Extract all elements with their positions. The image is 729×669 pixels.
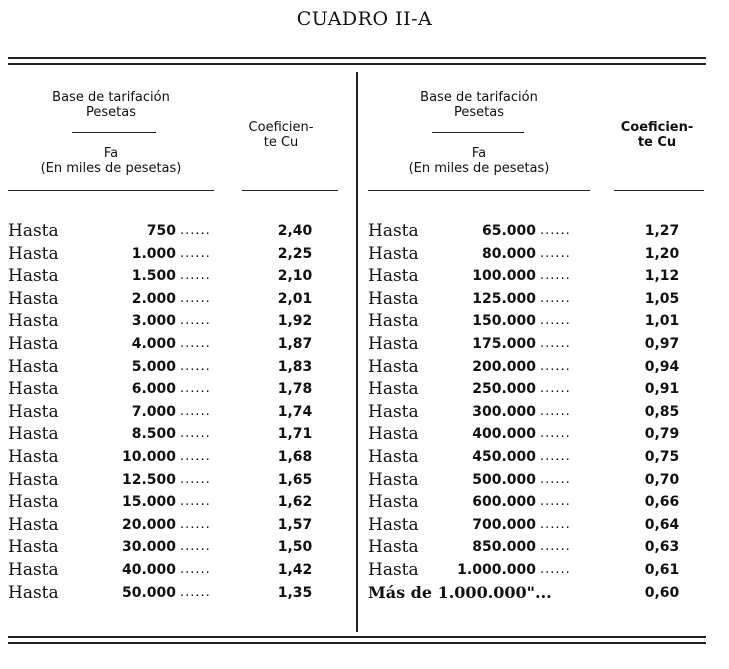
left-table-row — [8, 310, 354, 333]
row-coefficient: 2,10 — [277, 268, 313, 285]
left-table — [8, 72, 354, 632]
row-coefficient: 0,60 — [644, 584, 680, 601]
row-label: Hasta — [8, 311, 59, 332]
right-table-row — [368, 446, 706, 469]
row-coefficient: 2,25 — [277, 245, 313, 262]
row-amount: 100.000 — [472, 268, 536, 285]
row-leader-dots: ...... — [180, 426, 211, 442]
right-fa-sublabel: (En miles de pesetas) — [408, 161, 550, 176]
top-double-rule-2 — [8, 63, 706, 65]
row-amount: 200.000 — [472, 358, 536, 375]
row-coefficient: 1,35 — [277, 584, 313, 601]
row-amount: 1.500 — [131, 268, 176, 285]
row-label: Hasta — [368, 221, 419, 241]
left-table-row — [8, 220, 354, 243]
row-amount: 12.500 — [121, 471, 176, 488]
row-coefficient: 2,40 — [277, 223, 313, 239]
right-coef-line1: Coeficien- — [620, 120, 694, 135]
left-table-row — [8, 243, 354, 266]
row-amount: 450.000 — [472, 448, 536, 465]
right-table-row — [368, 265, 706, 288]
row-leader-dots: ...... — [540, 223, 571, 238]
row-leader-dots: ...... — [540, 539, 571, 555]
row-coefficient: 0,63 — [644, 539, 680, 556]
row-leader-dots: ...... — [180, 516, 211, 532]
right-table-row — [368, 514, 706, 537]
row-leader-dots: ...... — [540, 268, 571, 284]
row-label: Hasta — [8, 266, 59, 287]
row-coefficient: 0,94 — [644, 358, 680, 375]
right-table-row — [368, 469, 706, 492]
row-amount: 6.000 — [131, 381, 176, 398]
row-leader-dots: ...... — [540, 290, 571, 306]
row-label: Hasta — [368, 266, 419, 287]
row-label: Hasta — [368, 514, 419, 535]
bottom-double-rule-2 — [8, 642, 706, 644]
row-amount: 500.000 — [472, 471, 536, 488]
left-rows — [8, 220, 354, 604]
row-amount: 2.000 — [131, 290, 176, 307]
row-amount: 65.000 — [481, 223, 536, 239]
row-amount: 250.000 — [472, 381, 536, 398]
row-leader-dots: ...... — [540, 426, 571, 442]
right-header-rule-a — [368, 190, 590, 191]
left-table-row — [8, 401, 354, 424]
right-table — [368, 72, 706, 632]
row-label: Hasta — [8, 424, 59, 445]
row-label: Hasta — [368, 311, 419, 332]
row-leader-dots: ...... — [540, 471, 571, 487]
row-leader-dots: ...... — [180, 539, 211, 555]
row-label: Hasta — [368, 492, 419, 513]
row-label: Hasta — [368, 424, 419, 445]
left-fa-label: Fa — [103, 146, 119, 161]
row-amount: 300.000 — [472, 403, 536, 420]
left-fa-sublabel: (En miles de pesetas) — [40, 161, 182, 176]
row-amount: 8.500 — [131, 426, 176, 443]
row-label: Hasta — [8, 514, 59, 535]
row-coefficient: 1,42 — [277, 561, 313, 578]
row-leader-dots: ...... — [540, 448, 571, 464]
right-table-row — [368, 559, 706, 582]
right-table-row — [368, 423, 706, 446]
row-amount: 7.000 — [131, 403, 176, 420]
row-label: Hasta — [368, 537, 419, 558]
right-table-row — [368, 536, 706, 559]
row-coefficient: 0,66 — [644, 494, 680, 511]
row-leader-dots: ...... — [180, 381, 211, 397]
left-table-row — [8, 333, 354, 356]
row-amount: 400.000 — [472, 426, 536, 443]
right-rows — [368, 220, 706, 604]
row-leader-dots: ...... — [540, 494, 571, 510]
row-label: Hasta — [8, 492, 59, 513]
row-leader-dots: ...... — [180, 245, 211, 261]
row-label: Hasta — [368, 243, 419, 264]
row-coefficient: 1,12 — [644, 268, 680, 285]
row-amount: 750 — [146, 223, 176, 239]
table-title: CUADRO II-A — [296, 8, 433, 30]
right-table-row — [368, 401, 706, 424]
right-base-header — [368, 90, 590, 120]
row-label: Hasta — [368, 469, 419, 490]
right-fa-rule — [432, 132, 524, 133]
row-label: Hasta — [368, 401, 419, 422]
row-coefficient: 1,87 — [277, 335, 313, 352]
row-coefficient: 1,57 — [277, 516, 313, 533]
left-table-row — [8, 265, 354, 288]
row-coefficient: 1,65 — [277, 471, 313, 488]
right-table-row — [368, 378, 706, 401]
row-coefficient: 2,01 — [277, 290, 313, 307]
row-amount: 600.000 — [472, 494, 536, 511]
left-table-row — [8, 559, 354, 582]
row-leader-dots: ...... — [540, 381, 571, 397]
left-coef-header — [236, 120, 326, 150]
row-leader-dots: ...... — [180, 223, 211, 238]
row-coefficient: 0,75 — [644, 448, 680, 465]
row-label: Hasta — [368, 288, 419, 309]
left-table-row — [8, 446, 354, 469]
row-label-full: Más de 1.000.000"... — [368, 582, 552, 602]
row-coefficient: 1,01 — [644, 313, 680, 330]
right-table-row — [368, 288, 706, 311]
row-amount: 40.000 — [121, 561, 176, 578]
left-table-row — [8, 378, 354, 401]
row-amount: 10.000 — [121, 448, 176, 465]
left-table-row — [8, 423, 354, 446]
row-coefficient: 1,68 — [277, 448, 313, 465]
row-amount: 850.000 — [472, 539, 536, 556]
row-amount: 20.000 — [121, 516, 176, 533]
row-leader-dots: ...... — [540, 561, 571, 577]
left-table-row — [8, 536, 354, 559]
left-fa-rule — [72, 132, 156, 133]
row-coefficient: 0,64 — [644, 516, 680, 533]
row-label: Hasta — [8, 288, 59, 309]
row-label: Hasta — [368, 446, 419, 467]
left-base-line1: Base de tarifación — [52, 90, 170, 105]
row-coefficient: 1,20 — [644, 245, 680, 262]
row-coefficient: 1,27 — [644, 223, 680, 239]
right-coef-header — [608, 120, 706, 150]
row-leader-dots: ...... — [180, 584, 211, 600]
right-table-row — [368, 220, 706, 243]
row-coefficient: 1,50 — [277, 539, 313, 556]
row-leader-dots: ...... — [180, 358, 211, 374]
left-table-row — [8, 288, 354, 311]
row-label: Hasta — [8, 582, 59, 603]
row-leader-dots: ...... — [180, 448, 211, 464]
row-amount: 80.000 — [481, 245, 536, 262]
right-base-line1: Base de tarifación — [420, 90, 538, 105]
row-leader-dots: ...... — [180, 290, 211, 306]
row-coefficient: 1,74 — [277, 403, 313, 420]
row-leader-dots: ...... — [180, 313, 211, 329]
row-label: Hasta — [368, 356, 419, 377]
row-label: Hasta — [8, 221, 59, 241]
row-leader-dots: ...... — [540, 313, 571, 329]
row-leader-dots: ...... — [180, 561, 211, 577]
right-table-row — [368, 356, 706, 379]
row-label: Hasta — [8, 446, 59, 467]
row-amount: 175.000 — [472, 335, 536, 352]
left-table-row — [8, 491, 354, 514]
row-coefficient: 1,83 — [277, 358, 313, 375]
row-label: Hasta — [8, 333, 59, 354]
left-table-row — [8, 514, 354, 537]
row-leader-dots: ...... — [180, 471, 211, 487]
row-label: Hasta — [8, 379, 59, 400]
row-label: Hasta — [8, 537, 59, 558]
right-table-row — [368, 491, 706, 514]
row-amount: 5.000 — [131, 358, 176, 375]
right-table-row-last — [368, 582, 706, 605]
left-base-header — [8, 90, 214, 120]
left-header-rule-b — [242, 190, 338, 191]
row-amount: 125.000 — [472, 290, 536, 307]
left-table-row — [8, 356, 354, 379]
row-coefficient: 1,71 — [277, 426, 313, 443]
row-amount: 4.000 — [131, 335, 176, 352]
row-amount: 1.000.000 — [457, 561, 536, 578]
row-amount: 700.000 — [472, 516, 536, 533]
right-base-line2: Pesetas — [454, 105, 504, 120]
left-coef-line2: te Cu — [263, 135, 299, 150]
row-leader-dots: ...... — [540, 335, 571, 351]
row-coefficient: 0,61 — [644, 561, 680, 578]
row-amount: 150.000 — [472, 313, 536, 330]
top-double-rule — [8, 57, 706, 59]
row-label: Hasta — [8, 243, 59, 264]
row-coefficient: 1,05 — [644, 290, 680, 307]
row-amount: 30.000 — [121, 539, 176, 556]
row-coefficient: 0,70 — [644, 471, 680, 488]
left-header-rule-a — [8, 190, 214, 191]
row-coefficient: 1,62 — [277, 494, 313, 511]
row-coefficient: 0,97 — [644, 335, 680, 352]
row-coefficient: 0,91 — [644, 381, 680, 398]
row-leader-dots: ...... — [180, 403, 211, 419]
left-table-row — [8, 582, 354, 605]
right-fa-label: Fa — [471, 146, 487, 161]
right-coef-line2: te Cu — [637, 135, 677, 150]
row-leader-dots: ...... — [180, 335, 211, 351]
left-base-line2: Pesetas — [86, 105, 136, 120]
row-leader-dots: ...... — [180, 494, 211, 510]
left-coef-line1: Coeficien- — [248, 120, 314, 135]
row-leader-dots: ...... — [540, 516, 571, 532]
right-table-row — [368, 310, 706, 333]
right-fa-header — [368, 146, 590, 176]
row-label: Hasta — [8, 401, 59, 422]
right-table-row — [368, 333, 706, 356]
row-leader-dots: ...... — [180, 268, 211, 284]
row-amount: 15.000 — [121, 494, 176, 511]
row-label: Hasta — [8, 469, 59, 490]
row-leader-dots: ...... — [540, 245, 571, 261]
row-coefficient: 1,78 — [277, 381, 313, 398]
row-label: Hasta — [368, 379, 419, 400]
row-amount: 50.000 — [121, 584, 176, 601]
right-table-row — [368, 243, 706, 266]
row-label: Hasta — [8, 559, 59, 580]
row-label: Hasta — [8, 356, 59, 377]
row-leader-dots: ...... — [540, 403, 571, 419]
left-table-row — [8, 469, 354, 492]
row-amount: 3.000 — [131, 313, 176, 330]
row-label: Hasta — [368, 559, 419, 580]
left-fa-header — [8, 146, 214, 176]
row-label: Hasta — [368, 333, 419, 354]
row-coefficient: 1,92 — [277, 313, 313, 330]
row-coefficient: 0,85 — [644, 403, 680, 420]
row-coefficient: 0,79 — [644, 426, 680, 443]
column-divider — [356, 72, 358, 632]
bottom-double-rule — [8, 636, 706, 638]
row-amount: 1.000 — [131, 245, 176, 262]
right-header-rule-b — [614, 190, 704, 191]
row-leader-dots: ...... — [540, 358, 571, 374]
